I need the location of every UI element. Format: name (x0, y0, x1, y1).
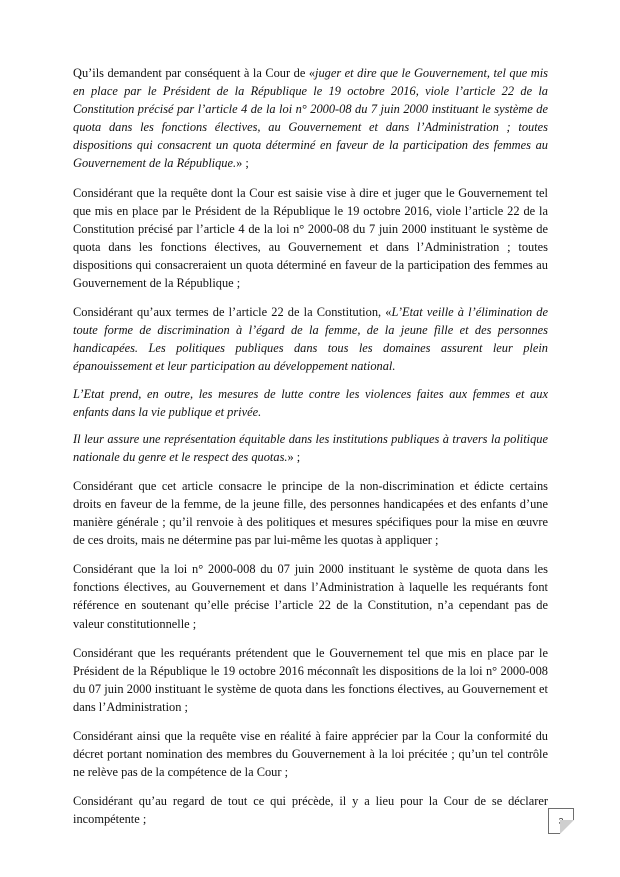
page-number-label: 3 (558, 816, 564, 826)
paragraph-requerants-pretendent: Considérant que les requérants prétendent que le Gouvernement tel que mis en place par le Président de la République le 19 octobre 2016 méconnaît les dispositions de la loi n° 2000-008 du 07 juin 2000 instituant le système de quota dans les fonctions électives, au Gouvernement et dans l’Administration ; (73, 645, 548, 714)
paragraph-article-22-representation: Il leur assure une représentation équitable dans les institutions publiques à travers la politique nationale du genre et le respect des quotas.» ; (73, 431, 548, 464)
paragraph-requete-demande: Qu’ils demandent par conséquent à la Cour de «juger et dire que le Gouvernement, tel que mis en place par le Président de la République le 19 octobre 2016, viole l’article 22 de la Constitution précisé par l’article 4 de la loi n° 2000-08 du 7 juin 2000 instituant le système de quota dans les fonctions électives, au Gouvernement et dans l’Administration ; toutes dispositions qui consacrent un quota déterminé en faveur de la participation des femmes au Gouvernement de la République.» ; (73, 66, 548, 171)
document-body (73, 64, 548, 839)
page-number (548, 808, 574, 834)
paragraph-article-22: Considérant qu’aux termes de l’article 22 de la Constitution, «L’Etat veille à l’élimination de toute forme de discrimination à l’égard de la femme, de la jeune fille et des personnes handicapées. Les politiques publiques dans tous les domaines assurent leur plein épanouissement et leur participation au développement national. (73, 305, 548, 374)
paragraph-article-22-violences: L’Etat prend, en outre, les mesures de lutte contre les violences faites aux femmes et aux enfants dans la vie publique et privée. (73, 386, 548, 419)
paragraph-loi-quota: Considérant que la loi n° 2000-008 du 07 juin 2000 instituant le système de quota dans les fonctions électives, au Gouvernement et dans l’Administration à laquelle les requérants font référence en soutenant qu’elle précise l’article 22 de la Constitution, n’a cependant pas de valeur constitutionnelle ; (73, 562, 548, 631)
page-fold-corner (560, 820, 574, 834)
paragraph-non-discrimination: Considérant que cet article consacre le principe de la non-discrimination et édicte certains droits en faveur de la femme, de la jeune fille, des personnes handicapées et des enfants d’une manière générale ; qu’il renvoie à des politiques et mesures spécifiques pour la mise en œuvre de ces droits, mais ne détermine pas par lui-même les quotas à appliquer ; (73, 478, 548, 548)
paragraph-objet-requete: Considérant que la requête dont la Cour est saisie vise à dire et juger que le Gouvernement tel que mis en place par le Président de la République le 19 octobre 2016, viole l’article 22 de la Constitution précisé par l’article 4 de la loi n° 2000-08 du 7 juin 2000 instituant le système de quota dans les fonctions électives, au Gouvernement et dans l’Administration ; toutes dispositions qui consacreraient un quota déterminé en faveur de la participation des femmes au Gouvernement de la République ; (73, 185, 548, 291)
paragraph-incompetence: Considérant qu’au regard de tout ce qui précède, il y a lieu pour la Cour de se déclarer incompétente ; (73, 794, 548, 827)
paragraph-controle-conformite: Considérant ainsi que la requête vise en réalité à faire apprécier par la Cour la conformité du décret portant nomination des membres du Gouvernement à la loi précitée ; qu’un tel contrôle ne relève pas de la compétence de la Cour ; (73, 729, 548, 780)
